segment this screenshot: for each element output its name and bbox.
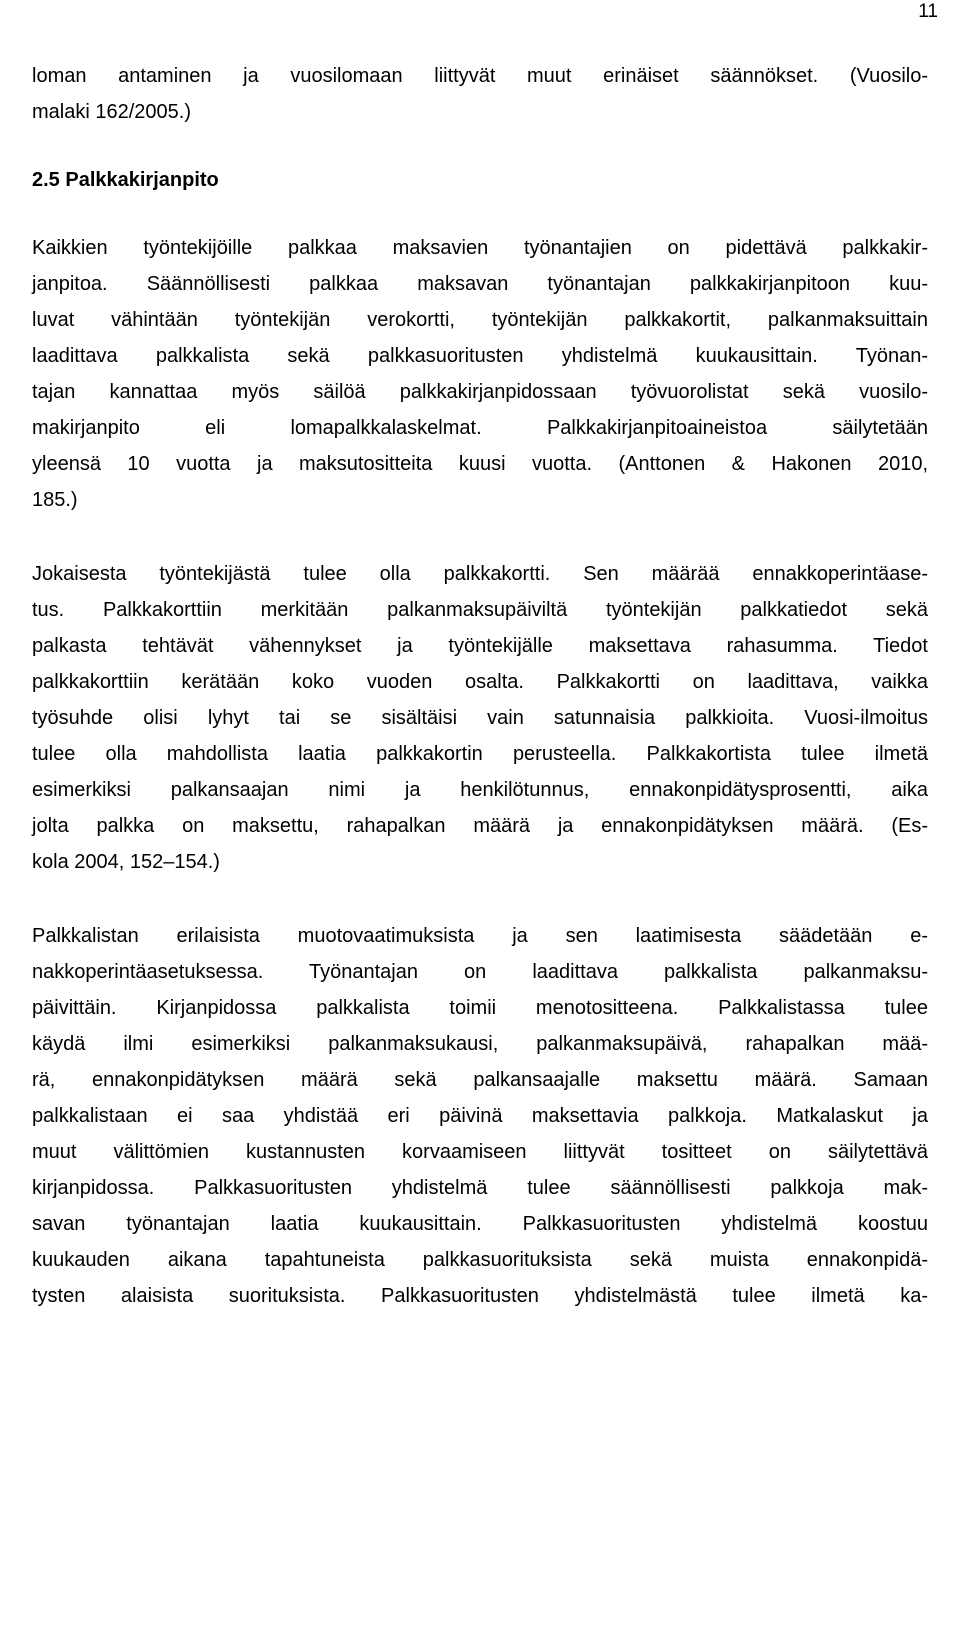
text-line: työsuhde olisi lyhyt tai se sisältäisi vain satunnaisia palkkioita. Vuosi-ilmoitus <box>32 707 928 729</box>
text-line: laadittava palkkalista sekä palkkasuoritusten yhdistelmä kuukausittain. Työnan- <box>32 345 928 367</box>
text-line: tysten alaisista suorituksista. Palkkasuoritusten yhdistelmästä tulee ilmetä ka- <box>32 1285 928 1307</box>
paragraph-palkkakirjanpito <box>32 230 928 518</box>
paragraph-palkkakortti <box>32 556 928 880</box>
text-line: palkkakorttiin kerätään koko vuoden osalta. Palkkakortti on laadittava, vaikka <box>32 671 928 693</box>
text-line: Jokaisesta työntekijästä tulee olla palkkakortti. Sen määrää ennakkoperintäase- <box>32 563 928 585</box>
paragraph-vuosilomalaki <box>32 58 928 130</box>
text-line: Palkkalistan erilaisista muotovaatimuksista ja sen laatimisesta säädetään e- <box>32 925 928 947</box>
text-line: nakkoperintäasetuksessa. Työnantajan on laadittava palkkalista palkanmaksu- <box>32 961 928 983</box>
page-number: 11 <box>918 1 938 22</box>
text-line: tajan kannattaa myös säilöä palkkakirjanpidossaan työvuorolistat sekä vuosilo- <box>32 381 928 403</box>
text-line: luvat vähintään työntekijän verokortti, työntekijän palkkakortit, palkanmaksuittain <box>32 309 928 331</box>
text-line: jolta palkka on maksettu, rahapalkan määrä ja ennakonpidätyksen määrä. (Es- <box>32 815 928 837</box>
text-line: tus. Palkkakorttiin merkitään palkanmaksupäiviltä työntekijän palkkatiedot sekä <box>32 599 928 621</box>
text-line: savan työnantajan laatia kuukausittain. Palkkasuoritusten yhdistelmä koostuu <box>32 1213 928 1235</box>
text-line: palkkalistaan ei saa yhdistää eri päivinä maksettavia palkkoja. Matkalaskut ja <box>32 1105 928 1127</box>
text-line: kirjanpidossa. Palkkasuoritusten yhdistelmä tulee säännöllisesti palkkoja mak- <box>32 1177 928 1199</box>
text-line: muut välittömien kustannusten korvaamiseen liittyvät tositteet on säilytettävä <box>32 1141 928 1163</box>
text-line: Kaikkien työntekijöille palkkaa maksavien työnantajien on pidettävä palkkakir- <box>32 237 928 259</box>
paragraph-palkkalista <box>32 918 928 1314</box>
text-line: esimerkiksi palkansaajan nimi ja henkilötunnus, ennakonpidätysprosentti, aika <box>32 779 928 801</box>
text-line: kola 2004, 152–154.) <box>32 851 220 873</box>
text-line: loman antaminen ja vuosilomaan liittyvät muut erinäiset säännökset. (Vuosilo- <box>32 65 928 87</box>
text-line: yleensä 10 vuotta ja maksutositteita kuusi vuotta. (Anttonen & Hakonen 2010, <box>32 453 928 475</box>
text-line: rä, ennakonpidätyksen määrä sekä palkansaajalle maksettu määrä. Samaan <box>32 1069 928 1091</box>
text-line: tulee olla mahdollista laatia palkkakortin perusteella. Palkkakortista tulee ilmetä <box>32 743 928 765</box>
text-line: malaki 162/2005.) <box>32 101 191 123</box>
section-heading: 2.5 Palkkakirjanpito <box>32 169 219 191</box>
text-line: palkasta tehtävät vähennykset ja työntekijälle maksettava rahasumma. Tiedot <box>32 635 928 657</box>
text-line: 185.) <box>32 489 78 511</box>
text-line: käydä ilmi esimerkiksi palkanmaksukausi, palkanmaksupäivä, rahapalkan mää- <box>32 1033 928 1055</box>
text-line: janpitoa. Säännöllisesti palkkaa maksavan työnantajan palkkakirjanpitoon kuu- <box>32 273 928 295</box>
text-line: kuukauden aikana tapahtuneista palkkasuorituksista sekä muista ennakonpidä- <box>32 1249 928 1271</box>
document-page <box>32 58 928 1314</box>
text-line: päivittäin. Kirjanpidossa palkkalista toimii menotositteena. Palkkalistassa tulee <box>32 997 928 1019</box>
text-line: makirjanpito eli lomapalkkalaskelmat. Palkkakirjanpitoaineistoa säilytetään <box>32 417 928 439</box>
